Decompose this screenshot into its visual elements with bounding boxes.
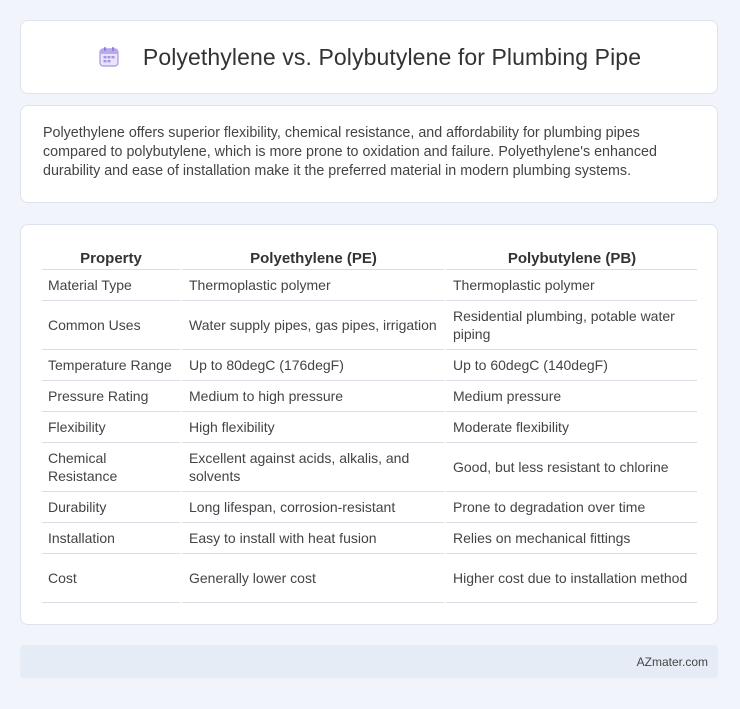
cell-property: Chemical Resistance [42, 443, 180, 492]
cell-property: Temperature Range [42, 350, 180, 381]
table-row [42, 381, 697, 412]
cell-property: Pressure Rating [42, 381, 180, 412]
cell-pe: Excellent against acids, alkalis, and solvents [180, 443, 444, 492]
title-card [20, 20, 718, 94]
footer-brand: AZmater.com [636, 654, 708, 669]
cell-pe: Up to 80degC (176degF) [180, 350, 444, 381]
cell-pb: Thermoplastic polymer [444, 270, 697, 301]
calendar-icon [97, 45, 121, 69]
cell-pb: Medium pressure [444, 381, 697, 412]
cell-pe: High flexibility [180, 412, 444, 443]
table-row [42, 301, 697, 350]
table-row [42, 350, 697, 381]
table-row [42, 270, 697, 301]
table-row [42, 554, 697, 603]
cell-pb: Up to 60degC (140degF) [444, 350, 697, 381]
cell-property: Installation [42, 523, 180, 554]
table-row [42, 412, 697, 443]
cell-pb: Moderate flexibility [444, 412, 697, 443]
table-card [20, 224, 718, 625]
cell-pb: Relies on mechanical fittings [444, 523, 697, 554]
cell-pb: Prone to degradation over time [444, 492, 697, 523]
cell-pe: Water supply pipes, gas pipes, irrigation [180, 301, 444, 350]
header-property: Property [42, 243, 180, 270]
intro-text: Polyethylene offers superior flexibility, chemical resistance, and affordability for plumbing pipes compared to polybutylene, which is more prone to oxidation and failure. Polyethylene's enhanced durability and ease of installation make it the preferred material in modern plumbing systems. [43, 125, 657, 179]
table-row [42, 523, 697, 554]
header-polybutylene: Polybutylene (PB) [444, 243, 697, 270]
cell-pe: Generally lower cost [180, 554, 444, 603]
cell-pb: Good, but less resistant to chlorine [444, 443, 697, 492]
intro-card [20, 105, 718, 203]
table-row [42, 492, 697, 523]
cell-property: Common Uses [42, 301, 180, 350]
cell-pe: Medium to high pressure [180, 381, 444, 412]
cell-property: Flexibility [42, 412, 180, 443]
header-polyethylene: Polyethylene (PE) [180, 243, 444, 270]
footer [20, 645, 718, 678]
comparison-table [42, 243, 697, 603]
cell-pe: Thermoplastic polymer [180, 270, 444, 301]
cell-pb: Higher cost due to installation method [444, 554, 697, 603]
table-header-row [42, 243, 697, 270]
cell-property: Material Type [42, 270, 180, 301]
table-row [42, 443, 697, 492]
cell-pe: Easy to install with heat fusion [180, 523, 444, 554]
cell-property: Durability [42, 492, 180, 523]
cell-property: Cost [42, 554, 180, 603]
cell-pe: Long lifespan, corrosion-resistant [180, 492, 444, 523]
page-title: Polyethylene vs. Polybutylene for Plumbing Pipe [142, 43, 642, 70]
cell-pb: Residential plumbing, potable water piping [444, 301, 697, 350]
